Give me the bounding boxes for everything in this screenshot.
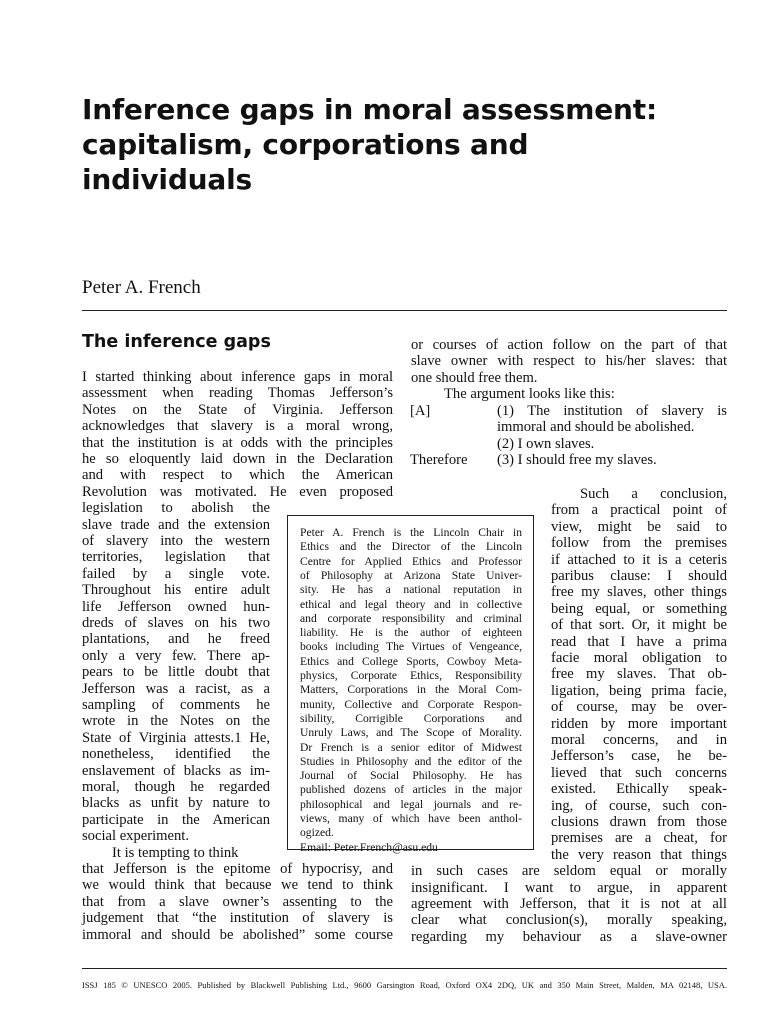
text-line: in such cases are seldom equal or morally xyxy=(411,863,727,880)
bio-line: Journal of Social Philosophy. He has xyxy=(300,769,522,783)
text-line: premises are a cheat, for xyxy=(551,830,727,847)
text-line: assessment when reading Thomas Jefferson’s xyxy=(82,385,393,402)
bio-line: physics, Corporate Ethics, Responsibility xyxy=(300,669,522,682)
text-line: sampling of comments he xyxy=(82,697,270,713)
bio-line: ethical and legal theory and in collective xyxy=(300,597,522,611)
bio-line: sibility, Corrigible Corporations and xyxy=(300,711,522,725)
text-line: The argument looks like this: xyxy=(444,386,615,403)
text-line: the very reason that things xyxy=(551,846,727,863)
text-line: being equal, or something xyxy=(551,600,727,617)
text-line: Revolution was motivated. He even proposed xyxy=(82,483,393,500)
text-line: read that I have a prima xyxy=(551,633,727,650)
bio-line: and corporate responsibility and criminal xyxy=(300,611,522,625)
bio-line: Matters, Corporations in the Moral Com- xyxy=(300,683,522,697)
text-line: insignificant. I want to argue, in apparent xyxy=(411,879,727,896)
text-line: I started thinking about inference gaps in moral xyxy=(82,369,393,385)
author-divider xyxy=(82,310,727,311)
text-line: he so eloquently laid down in the Declaration xyxy=(82,451,393,467)
text-line: immoral and should be abolished” some course xyxy=(82,926,393,943)
text-line: only a very few. There ap- xyxy=(82,647,270,664)
text-line: life Jefferson owned hun- xyxy=(82,598,270,615)
author-bio-box xyxy=(287,515,534,854)
text-line: slave trade and the extension xyxy=(82,516,270,533)
argument-premise-2: (2) I own slaves. xyxy=(497,436,595,452)
author-name: Peter A. French xyxy=(82,277,201,298)
text-line: we would think that because we tend to think xyxy=(82,877,393,894)
text-line: Jefferson’s case, he be- xyxy=(551,748,727,765)
title-line: individuals xyxy=(82,163,252,196)
text-line: facie moral obligation to xyxy=(551,650,727,666)
text-line: and with respect to which the American xyxy=(82,467,393,484)
text-line: ing, of course, such con- xyxy=(551,797,727,814)
text-line: judgement that “the institution of slavery is xyxy=(82,910,393,927)
text-line: State of Virginia attests.1 He, xyxy=(82,729,270,746)
text-line: ridden by more important xyxy=(551,715,727,732)
section-heading: The inference gaps xyxy=(82,332,271,352)
text-line: of course, may be over- xyxy=(551,699,727,716)
text-line: enslavement of blacks as im- xyxy=(82,762,270,779)
text-line: regarding my behaviour as a slave-owner xyxy=(411,928,727,945)
argument-premise-1-cont: immoral and should be abolished. xyxy=(497,419,695,435)
bio-line: philosophical and legal journals and re- xyxy=(300,797,522,811)
text-line: wrote in the Notes on the xyxy=(82,713,270,730)
text-line: moral, though he regarded xyxy=(82,779,270,795)
text-line: free my slaves. That ob- xyxy=(551,666,727,683)
title-line: capitalism, corporations and xyxy=(82,128,529,161)
text-line: Notes on the State of Virginia. Jefferson xyxy=(82,401,393,418)
text-line: of that sort. Or, it might be xyxy=(551,617,727,634)
text-line: follow from the premises xyxy=(551,535,727,552)
article-title xyxy=(82,92,722,197)
text-line: Such a conclusion, xyxy=(580,486,727,502)
text-line: failed by a single vote. xyxy=(82,565,270,582)
text-line: clusions drawn from those xyxy=(551,814,727,830)
text-line: plantations, and he freed xyxy=(82,631,270,648)
text-line: that Jefferson is the epitome of hypocrisy, and xyxy=(82,861,393,877)
text-line: Throughout his entire adult xyxy=(82,582,270,599)
argument-therefore: Therefore xyxy=(410,452,468,468)
bio-line: Dr French is a senior editor of Midwest xyxy=(300,740,522,754)
text-line: that from a slave owner’s assenting to the xyxy=(82,893,393,910)
text-line: view, might be said to xyxy=(551,518,727,535)
text-line: pears to be little doubt that xyxy=(82,664,270,681)
text-line: existed. Ethically speak- xyxy=(551,781,727,798)
bio-line: ogized. xyxy=(300,826,334,840)
bio-line: books including The Virtues of Vengeance, xyxy=(300,640,522,654)
bio-line: Ethics and College Sports, Cowboy Meta- xyxy=(300,654,522,668)
text-line: from a practical point of xyxy=(551,502,727,519)
text-line: Jefferson was a racist, as a xyxy=(82,680,270,697)
text-line: or courses of action follow on the part of that xyxy=(411,337,727,353)
bio-line: Unruly Laws, and The Scope of Morality. xyxy=(300,726,522,740)
bio-line: sity. He has a national reputation in xyxy=(300,583,522,597)
text-line: ligation, being prima facie, xyxy=(551,682,727,699)
text-line: moral concerns, and in xyxy=(551,732,727,748)
footer-divider xyxy=(82,968,727,969)
text-line: blacks as unfit by nature to xyxy=(82,795,270,812)
text-line: nonetheless, identified the xyxy=(82,746,270,763)
bio-line: views, many of which have been anthol- xyxy=(300,812,522,825)
text-line: territories, legislation that xyxy=(82,549,270,566)
title-line: Inference gaps in moral assessment: xyxy=(82,93,657,126)
text-line: if attached to it is a ceteris xyxy=(551,551,727,568)
text-line: that the institution is at odds with the principles xyxy=(82,434,393,451)
bio-line: Studies in Philosophy and the editor of the xyxy=(300,754,522,768)
text-line: dreds of slaves on his two xyxy=(82,615,270,631)
text-line: of slavery into the western xyxy=(82,533,270,549)
bio-line: Peter A. French is the Lincoln Chair in xyxy=(300,526,522,539)
text-line: acknowledges that slavery is a moral wrong, xyxy=(82,418,393,435)
text-line: slave owner with respect to his/her slaves: that xyxy=(411,353,727,370)
bio-line: liability. He is the author of eighteen xyxy=(300,626,522,640)
bio-line: of Philosophy at Arizona State Univer- xyxy=(300,568,522,582)
text-line: social experiment. xyxy=(82,828,189,845)
bio-line: Centre for Applied Ethics and Professor xyxy=(300,554,522,568)
text-line: free my slaves, other things xyxy=(551,584,727,601)
bio-line: published dozens of articles in the major xyxy=(300,783,522,797)
text-line: paribus clause: I should xyxy=(551,568,727,584)
text-line: participate in the American xyxy=(82,811,270,828)
bio-line: Ethics and the Director of the Lincoln xyxy=(300,540,522,554)
text-line: agreement with Jefferson, that it is not at all xyxy=(411,896,727,912)
text-line: clear what conclusion(s), morally speaking, xyxy=(411,912,727,929)
footer-citation: ISSJ 185 © UNESCO 2005. Published by Blackwell Publishing Ltd., 9600 Garsington Road, Oxford OX4 2DQ, UK and 350 Main Street, Malden, MA 02148, USA. xyxy=(82,980,727,990)
argument-conclusion: (3) I should free my slaves. xyxy=(497,452,657,468)
argument-label-a: [A] xyxy=(410,403,431,419)
text-line: It is tempting to think xyxy=(112,844,239,861)
bio-line: munity, Collective and Corporate Respon- xyxy=(300,697,522,711)
argument-premise-1: (1) The institution of slavery is xyxy=(497,403,727,419)
bio-line[interactable]: Email: Peter.French@asu.edu xyxy=(300,840,438,854)
text-line: one should free them. xyxy=(411,369,538,386)
text-line: lieved that such concerns xyxy=(551,764,727,781)
text-line: legislation to abolish the xyxy=(82,500,270,517)
